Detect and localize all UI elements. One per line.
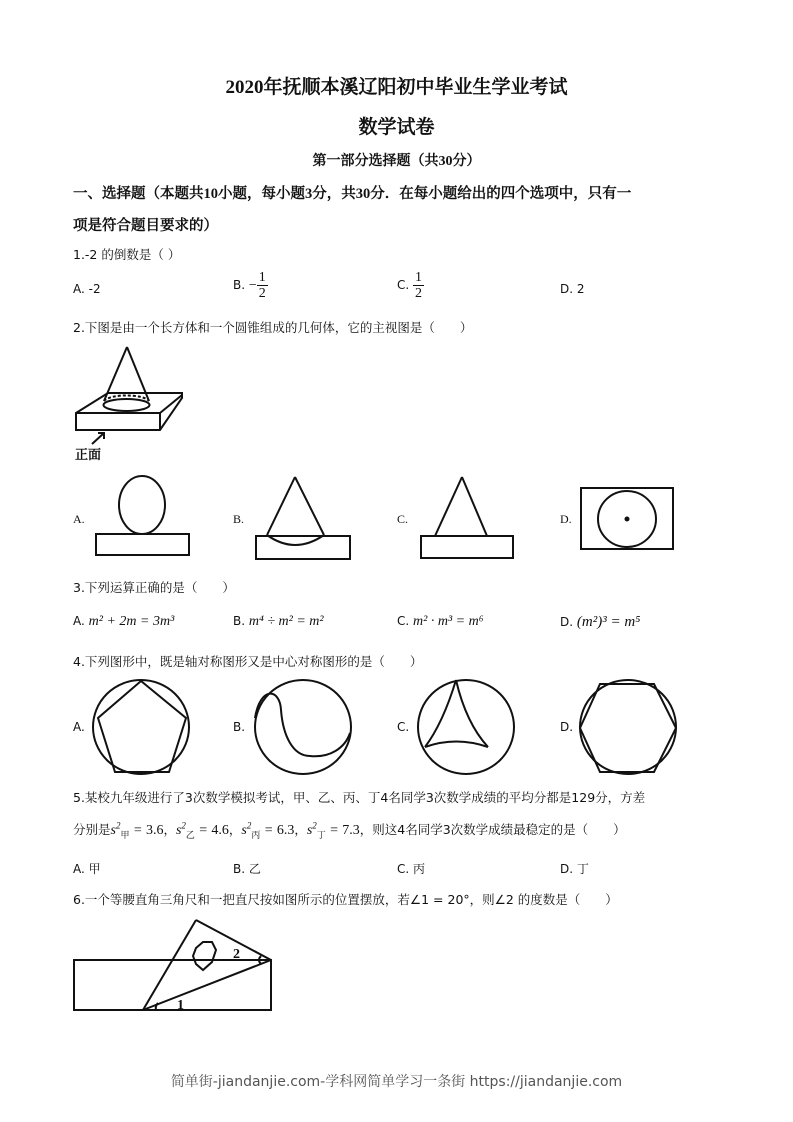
option-value: 乙	[248, 862, 261, 876]
denominator: 2	[415, 286, 423, 301]
circle-on-rectangle-icon	[95, 475, 190, 560]
numerator: 1	[258, 270, 266, 285]
fraction	[257, 270, 268, 301]
q3-option-d	[560, 614, 640, 631]
variance-4: $s^2_丁 = 7.3$	[306, 820, 360, 840]
option-label: D.	[560, 615, 574, 629]
option-label: B.	[233, 278, 246, 292]
q5-option-b	[233, 860, 261, 877]
q1-option-d	[560, 282, 585, 296]
hexagon-in-circle-icon	[580, 678, 680, 778]
variance-3: $s^2_丙 = 6.3$	[241, 820, 295, 840]
option-value: 丁	[576, 862, 589, 876]
denominator: 2	[258, 286, 266, 301]
question-5-stem-line2: 分别是$s^2_甲 = 3.6$，$s^2_乙 = 4.6$，$s^2_丙 = 6.3$，$s^2_丁 = 7.3$，则这4名同学3次数学成绩最稳定的是（ ）	[73, 820, 626, 840]
option-label: C.	[397, 278, 410, 292]
section-instructions-line1: 一、选择题（本题共10小题，每小题3分，共30分．在每小题给出的四个选项中，只有一	[73, 186, 632, 202]
text: ，则这4名同学3次数学成绩最稳定的是（ ）	[359, 822, 626, 837]
option-label: A.	[73, 282, 85, 296]
exam-subtitle: 数学试卷	[358, 117, 435, 138]
subscript: 甲	[120, 829, 130, 840]
variance-1: $s^2_甲 = 3.6$	[110, 820, 164, 840]
option-label: A.	[73, 862, 85, 876]
option-value: 甲	[88, 862, 101, 876]
question-2-stem: 2.下图是由一个长方体和一个圆锥组成的几何体，它的主视图是（ ）	[73, 320, 473, 335]
q2-option-a-label: A.	[73, 512, 85, 526]
angle-1-label: 1	[177, 998, 184, 1013]
q3-option-c	[397, 614, 484, 630]
option-label: D.	[560, 282, 574, 296]
s-curve-in-circle-icon	[255, 678, 355, 778]
question-5-stem-line1: 5.某校九年级进行了3次数学模拟考试，甲、乙、丙、丁4名同学3次数学成绩的平均分都是129分，方差	[73, 790, 646, 805]
math-expression: m⁴ ÷ m² = m²	[248, 614, 324, 629]
front-label: 正面	[75, 448, 102, 463]
value: 7.3	[342, 823, 360, 838]
option-label: D.	[560, 862, 574, 876]
minus-sign: −	[248, 278, 257, 293]
fraction	[413, 270, 424, 301]
option-label: B.	[233, 862, 246, 876]
q5-option-a	[73, 860, 101, 877]
q4-option-a-label: A.	[73, 720, 85, 734]
option-value: 丙	[413, 862, 426, 876]
question-3-stem: 3.下列运算正确的是（ ）	[73, 580, 235, 595]
option-value: -2	[88, 282, 101, 296]
question-4-stem: 4.下列图形中，既是轴对称图形又是中心对称图形的是（ ）	[73, 654, 423, 669]
option-label: C.	[397, 614, 410, 628]
q1-option-c	[397, 270, 424, 301]
numerator: 1	[415, 270, 423, 285]
q4-option-c-label: C.	[397, 720, 410, 734]
math-expression: m² · m³ = m⁶	[413, 614, 484, 629]
subscript: 乙	[185, 829, 195, 840]
pentagon-in-circle-icon	[93, 678, 193, 778]
cone-curved-base-on-rectangle-icon	[255, 475, 355, 565]
part-heading: 第一部分选择题（共30分）	[312, 154, 481, 169]
triangle-on-rectangle-icon	[420, 475, 515, 565]
option-label: B.	[233, 614, 246, 628]
question-1-stem: 1.-2 的倒数是（ ）	[73, 247, 181, 262]
q1-option-b	[233, 270, 268, 301]
q2-option-b-label: B.	[233, 512, 245, 526]
text: 分别是	[73, 822, 111, 837]
q2-option-c-label: C.	[397, 512, 409, 526]
curved-triangle-in-circle-icon	[418, 678, 518, 778]
subscript: 丙	[251, 829, 261, 840]
q4-option-b-label: B.	[233, 720, 246, 734]
q5-option-d	[560, 860, 589, 877]
option-label: A.	[73, 614, 85, 628]
cone-on-box-figure	[72, 345, 202, 460]
value: 3.6	[145, 823, 164, 838]
footer-watermark: 简单街-jiandanjie.com-学科网简单学习一条街 https://jiandanjie.com	[170, 1074, 623, 1090]
question-6-stem: 6.一个等腰直角三角尺和一把直尺按如图所示的位置摆放，若∠1 = 20°，则∠2 的度数是（ ）	[73, 892, 618, 907]
variance-2: $s^2_乙 = 4.6$	[175, 820, 229, 840]
option-label: C.	[397, 862, 410, 876]
triangle-ruler-figure	[73, 918, 283, 1018]
exam-title: 2020年抚顺本溪辽阳初中毕业生学业考试	[225, 77, 568, 98]
value: 4.6	[211, 823, 229, 838]
q4-option-d-label: D.	[560, 720, 574, 734]
circle-in-rectangle-icon	[580, 487, 675, 552]
section-instructions-line2: 项是符合题目要求的）	[73, 218, 218, 234]
q1-option-a	[73, 282, 101, 296]
q5-option-c	[397, 860, 425, 877]
subscript: 丁	[316, 829, 326, 840]
q3-option-a	[73, 614, 174, 630]
math-expression: m² + 2m = 3m³	[88, 614, 175, 629]
q3-option-b	[233, 614, 324, 630]
option-value: 2	[576, 282, 585, 296]
math-expression: (m²)³ = m⁵	[576, 614, 641, 630]
q2-option-d-label: D.	[560, 512, 572, 526]
value: 6.3	[276, 823, 295, 838]
angle-2-label: 2	[233, 947, 240, 962]
